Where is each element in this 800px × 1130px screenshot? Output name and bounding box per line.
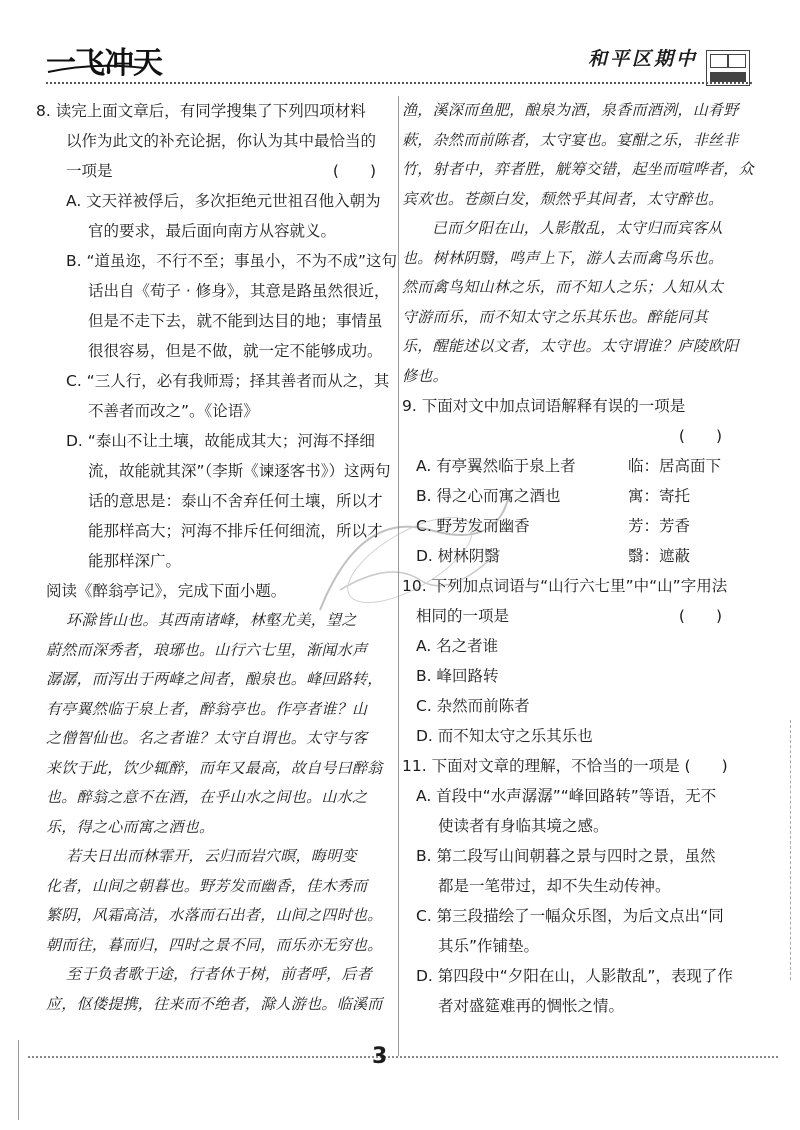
q11-option-b-cont: 都是一笔带过，却不失生动传神。 <box>438 877 671 895</box>
passage-line: 应，伛偻提携，往来而不绝者，滁人游也。临溪而 <box>46 994 383 1013</box>
page-number: 3 <box>372 1044 388 1069</box>
q9-gloss-a: 临：居高面下 <box>628 457 722 475</box>
passage-line: 已而夕阳在山，人影散乱，太守归而宾客从 <box>432 219 723 237</box>
q10-stem-cont: 相同的一项是 ( ) <box>402 601 758 631</box>
header-divider <box>46 82 752 84</box>
passage-line: 守游而乐，而不知太守之乐其乐也。醉能同其 <box>402 307 709 326</box>
brand-logo-text: 一飞冲天 <box>46 46 162 81</box>
footer-divider <box>28 1056 778 1058</box>
q11-option-d-cont: 者对盛筵难再的惆怅之情。 <box>438 997 625 1015</box>
passage-line: 乐，得之心而寓之酒也。 <box>46 817 215 836</box>
q10-stem: 10. 下列加点词语与“山行六七里”中“山”字用法 <box>402 577 728 595</box>
q8-option-b-cont: 很很容易，但是不做，就一定不能够成功。 <box>88 342 383 360</box>
q8-option-b: B. “道虽迩，不行不至；事虽小，不为不成”这句 <box>66 252 398 270</box>
q8-option-b-cont: 但是不走下去，就不能到达目的地；事情虽 <box>88 312 383 330</box>
passage-line: 朝而往，暮而归，四时之景不同，而乐亦无穷也。 <box>46 935 383 954</box>
q9-stem: 9. 下面对文中加点词语解释有误的一项是 <box>402 397 686 415</box>
answer-paren: ( ) <box>332 162 376 180</box>
passage-line: 化者，山间之朝暮也。野芳发而幽香，佳木秀而 <box>46 876 368 895</box>
passage-line: 繁阴，风霜高洁，水落而石出者，山间之四时也。 <box>46 906 383 924</box>
q9-gloss-d: 翳：遮蔽 <box>628 547 691 565</box>
q8-option-b-cont: 话出自《荀子 · 修身》，其意是路虽然很近， <box>88 282 390 300</box>
q9-option-b: B. 得之心而寓之酒也 寓：寄托 <box>402 481 758 511</box>
answer-paren: ( ) <box>684 757 728 775</box>
q11-option-b: B. 第二段写山间朝暮之景与四时之景，虽然 <box>416 847 716 865</box>
reading-intro: 阅读《醉翁亭记》，完成下面小题。 <box>46 582 287 600</box>
passage-line: 修也。 <box>402 366 448 385</box>
q10-option-b: B. 峰回路转 <box>416 667 499 685</box>
passage-line: 有亭翼然临于泉上者，醉翁亭也。作亭者谁？山 <box>46 699 368 718</box>
q8-stem-line: 8. 读完上面文章后，有同学搜集了下列四项材料 <box>36 102 366 120</box>
passage-line: 然而禽鸟知山林之乐，而不知人之乐；人知从太 <box>402 278 724 296</box>
right-margin-line <box>790 720 791 980</box>
passage-line: 环滁皆山也。其西南诸峰，林壑尤美，望之 <box>66 611 357 629</box>
q8-option-d: D. “泰山不让土壤，故能成其大；河海不择细 <box>66 432 375 450</box>
passage-line: 宾欢也。苍颜白发，颓然乎其间者，太守醉也。 <box>402 189 724 208</box>
q11-option-a-cont: 使读者有身临其境之感。 <box>438 817 609 835</box>
answer-paren: ( ) <box>678 607 722 625</box>
q8-option-d-cont: 能那样高大；河海不排斥任何细流，所以才 <box>88 522 383 540</box>
q11-option-c-cont: 其乐”作铺垫。 <box>438 937 540 955</box>
q8-option-d-cont: 能那样深广。 <box>88 552 182 570</box>
q10-option-c: C. 杂然而前陈者 <box>416 697 530 715</box>
q11-option-a: A. 首段中“水声潺潺”“峰回路转”等语，无不 <box>416 787 717 805</box>
passage-line: 乐，醒能述以文者，太守也。太守谓谁？庐陵欧阳 <box>402 337 739 355</box>
passage-line: 也。醉翁之意不在酒，在乎山水之间也。山水之 <box>46 788 368 806</box>
passage-line: 之僧智仙也。名之者谁？太守自谓也。太守与客 <box>46 729 368 747</box>
passage-line: 蔚然而深秀者，琅琊也。山行六七里，渐闻水声 <box>46 640 368 659</box>
passage-line: 至于负者歌于途，行者休于树，前者呼，后者 <box>66 965 373 983</box>
passage-line: 也。树林阴翳，鸣声上下，游人去而禽鸟乐也。 <box>402 248 724 267</box>
passage-line: 渔，溪深而鱼肥，酿泉为酒，泉香而酒洌，山肴野 <box>402 101 739 119</box>
q10-option-a: A. 名之者谁 <box>416 637 499 655</box>
q11-option-d: D. 第四段中“夕阳在山，人影散乱”，表现了作 <box>416 967 733 985</box>
q8-option-d-cont: 流，故能就其深”（李斯《谏逐客书》）这两句 <box>88 462 391 480</box>
publisher-logo-icon <box>706 50 750 86</box>
q9-gloss-c: 芳：芳香 <box>628 517 691 535</box>
q9-option-c: C. 野芳发而幽香 芳：芳香 <box>402 511 758 541</box>
q9-gloss-b: 寓：寄托 <box>628 487 691 505</box>
passage-line: 来饮于此，饮少辄醉，而年又最高，故自号曰醉翁 <box>46 758 383 777</box>
brand-swoosh-icon <box>46 60 146 76</box>
passage-line: 潺潺，而泻出于两峰之间者，酿泉也。峰回路转， <box>46 670 383 688</box>
q8-option-a-cont: 官的要求，最后面向南方从容就义。 <box>88 222 337 240</box>
binding-margin-line <box>18 1040 19 1120</box>
exam-tag: 和平区期中 <box>588 48 699 70</box>
q8-option-c: C. “三人行，必有我师焉；择其善者而从之，其 <box>66 372 390 390</box>
stamp-watermark-icon <box>300 470 530 630</box>
passage-line: 蔌，杂然而前陈者，太守宴也。宴酣之乐，非丝非 <box>402 130 739 149</box>
answer-paren: ( ) <box>678 427 722 445</box>
q8-stem-line: 一项是 ( ) <box>36 156 392 186</box>
q9-option-a: A. 有亭翼然临于泉上者 临：居高面下 <box>402 451 758 481</box>
q10-option-d: D. 而不知太守之乐其乐也 <box>416 727 593 745</box>
q8-option-d-cont: 话的意思是：泰山不舍弃任何土壤，所以才 <box>88 492 383 510</box>
q11-option-c: C. 第三段描绘了一幅众乐图，为后文点出“同 <box>416 907 724 925</box>
passage-left <box>36 606 392 1019</box>
q8-stem-line: 以作为此文的补充论据，你认为其中最恰当的 <box>66 132 377 150</box>
q9-option-d: D. 树林阴翳 翳：遮蔽 <box>402 541 758 571</box>
passage-right <box>402 96 758 391</box>
q8-option-c-cont: 不善者而改之”。《论语》 <box>88 402 259 420</box>
q11-stem: 11. 下面对文章的理解，不恰当的一项是 ( ) <box>402 757 728 775</box>
question-11 <box>402 751 758 1021</box>
passage-line: 竹，射者中，弈者胜，觥筹交错，起坐而喧哗者，众 <box>402 160 754 178</box>
q8-option-a: A. 文天祥被俘后，多次拒绝元世祖召他入朝为 <box>66 192 381 210</box>
passage-line: 若夫日出而林霏开，云归而岩穴暝，晦明变 <box>66 847 357 865</box>
